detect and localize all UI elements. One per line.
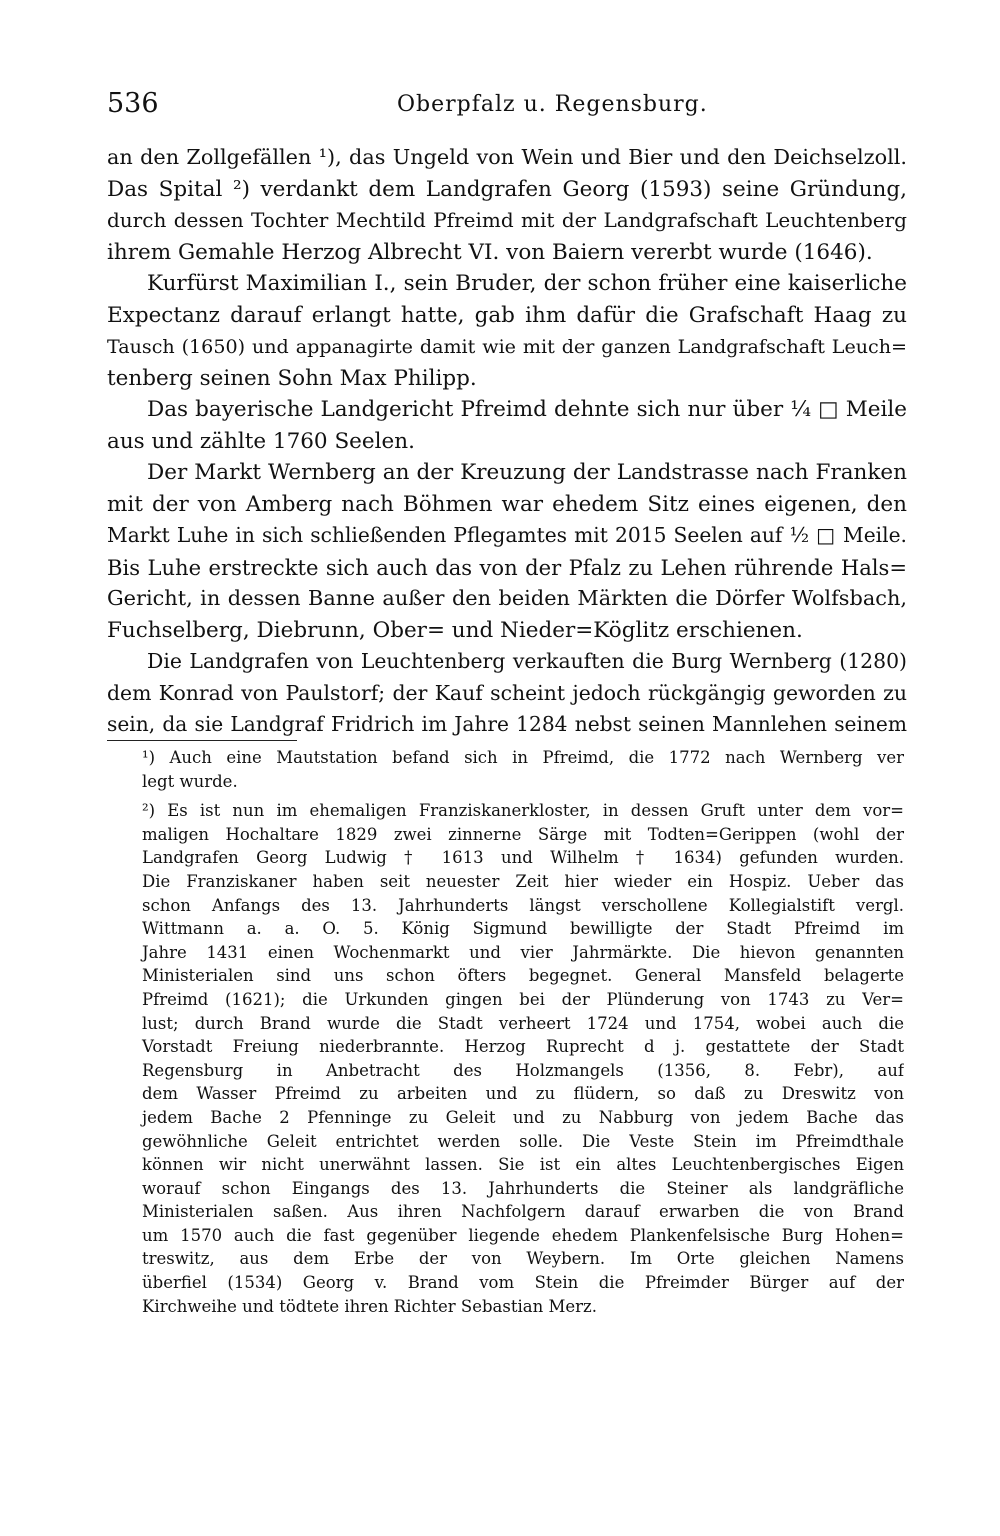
page-header	[107, 86, 907, 126]
text-line: ihrem Gemahle Herzog Albrecht VI. von Baiern vererbt wurde (1646).	[107, 239, 873, 265]
page-number: 536	[107, 88, 159, 119]
text-line: Bis Luhe erstreckte sich auch das von der Pfalz zu Lehen rührende Hals=	[107, 554, 907, 580]
text-line: sein, da sie Landgraf Fridrich im Jahre 1284 nebst seinen Mannlehen seinem	[107, 712, 907, 736]
text-line: Kurfürst Maximilian I., sein Bruder, der schon früher eine kaiserliche	[147, 271, 907, 296]
text-line: durch dessen Tochter Mechtild Pfreimd mit der Landgrafschaft Leuchtenberg	[107, 208, 907, 232]
text-line: an den Zollgefällen ¹), das Ungeld von Wein und Bier und den Deichselzoll.	[107, 145, 907, 169]
footnote-line: maligen Hochaltare 1829 zwei zinnerne Särge mit Todten=Gerippen (wohl der	[142, 824, 904, 844]
footnote-line: Pfreimd (1621); die Urkunden gingen bei der Plünderung von 1743 zu Ver=	[142, 989, 904, 1009]
footnote-line: Kirchweihe und tödtete ihren Richter Sebastian Merz.	[142, 1296, 597, 1316]
text-line: Der Markt Wernberg an der Kreuzung der Landstrasse nach Franken	[147, 460, 907, 485]
footnote-line: gewöhnliche Geleit entrichtet werden solle. Die Veste Stein im Pfreimdthale	[142, 1131, 904, 1151]
footnote-line: ¹) Auch eine Mautstation befand sich in Pfreimd, die 1772 nach Wernberg ver	[142, 748, 904, 767]
text-line: aus und zählte 1760 Seelen.	[107, 428, 415, 454]
footnote-line: überfiel (1534) Georg v. Brand vom Stein die Pfreimder Bürger auf der	[142, 1273, 904, 1293]
footnote-line: Ministerialen saßen. Aus ihren Nachfolgern darauf erwarben die von Brand	[142, 1202, 904, 1222]
footnotes	[110, 746, 904, 1318]
footnote-line: Ministerialen sind uns schon öfters begegnet. General Mansfeld belagerte	[142, 966, 904, 986]
text-line: Tausch (1650) und appanagirte damit wie mit der ganzen Landgrafschaft Leuch=	[107, 335, 907, 358]
text-line: Expectanz darauf erlangt hatte, gab ihm dafür die Grafschaft Haag zu	[107, 302, 907, 328]
text-line: Gericht, in dessen Banne außer den beiden Märkten die Dörfer Wolfsbach,	[107, 586, 907, 610]
footnote-line: worauf schon Eingangs des 13. Jahrhunderts die Steiner als landgräfliche	[142, 1178, 904, 1198]
footnote-line: dem Wasser Pfreimd zu arbeiten und zu flüdern, so daß zu Dreswitz von	[142, 1084, 904, 1104]
text-line: Markt Luhe in sich schließenden Pflegamtes mit 2015 Seelen auf ½ □ Meile.	[107, 523, 907, 547]
footnote-line: treswitz, aus dem Erbe der von Weybern. Im Orte gleichen Namens	[142, 1249, 904, 1269]
footnote-line: Jahre 1431 einen Wochenmarkt und vier Jahrmärkte. Die hievon genannten	[142, 942, 904, 962]
text-line: tenberg seinen Sohn Max Philipp.	[107, 365, 477, 391]
footnote-line: um 1570 auch die fast gegenüber liegende ehedem Plankenfelsische Burg Hohen=	[142, 1225, 904, 1245]
footnote-line: lust; durch Brand wurde die Stadt verheert 1724 und 1754, wobei auch die	[142, 1013, 904, 1033]
main-text	[107, 142, 907, 741]
footnote-line: jedem Bache 2 Pfenninge zu Geleit und zu Nabburg von jedem Bache das	[142, 1107, 904, 1127]
footnote-line: Landgrafen Georg Ludwig † 1613 und Wilhelm † 1634) gefunden wurden.	[142, 848, 904, 868]
text-line: Das Spital ²) verdankt dem Landgrafen Georg (1593) seine Gründung,	[107, 176, 907, 202]
running-head: Oberpfalz u. Regensburg.	[397, 92, 708, 117]
footnote-line: können wir nicht unerwähnt lassen. Sie ist ein altes Leuchtenbergisches Eigen	[142, 1155, 904, 1175]
text-line: Fuchselberg, Diebrunn, Ober= und Nieder=Köglitz erschienen.	[107, 617, 803, 643]
footnote-1	[110, 746, 904, 793]
footnote-line: ²) Es ist nun im ehemaligen Franziskanerkloster, in dessen Gruft unter dem vor=	[142, 801, 904, 821]
footnote-line: schon Anfangs des 13. Jahrhunderts längst verschollene Kollegialstift vergl.	[142, 895, 904, 915]
text-line: Das bayerische Landgericht Pfreimd dehnte sich nur über ¼ □ Meile	[147, 397, 907, 422]
text-line: dem Konrad von Paulstorf; der Kauf scheint jedoch rückgängig geworden zu	[107, 680, 907, 705]
text-line: Die Landgrafen von Leuchtenberg verkauften die Burg Wernberg (1280)	[147, 649, 907, 673]
footnote-line: Wittmann a. a. O. 5. König Sigmund bewilligte der Stadt Pfreimd im	[142, 919, 904, 939]
footnote-line: Die Franziskaner haben seit neuester Zeit hier wieder ein Hospiz. Ueber das	[142, 871, 904, 891]
footnote-separator	[107, 740, 297, 741]
footnote-line: Vorstadt Freiung niederbrannte. Herzog Ruprecht d j. gestattete der Stadt	[142, 1037, 904, 1057]
text-line: mit der von Amberg nach Böhmen war ehedem Sitz eines eigenen, den	[107, 491, 907, 517]
footnote-line: legt wurde.	[142, 771, 238, 791]
footnote-line: Regensburg in Anbetracht des Holzmangels (1356, 8. Febr), auf	[142, 1060, 904, 1080]
footnote-2	[110, 799, 904, 1318]
